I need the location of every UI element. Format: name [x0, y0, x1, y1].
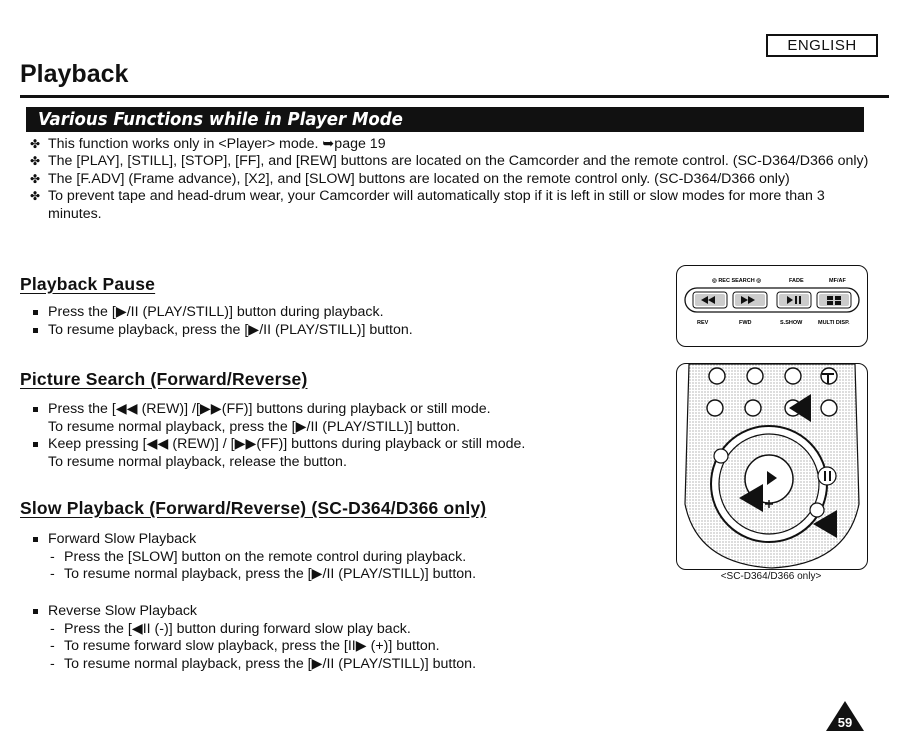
remote-label-fade: FADE	[789, 278, 804, 284]
list-item: Keep pressing [◀◀ (REW)] / [▶▶(FF)] buttons during playback or still mode.	[30, 436, 650, 454]
list-item: To resume playback, press the [▶/II (PLAY/STILL)] button.	[30, 322, 650, 340]
multi-disp-button-icon	[817, 292, 851, 308]
search-list	[30, 401, 650, 471]
list-item-continuation: To resume normal playback, press the [▶/II (PLAY/STILL)] button.	[48, 418, 461, 435]
list-item: Press the [▶/II (PLAY/STILL)] button during playback.	[30, 304, 650, 322]
intro-note: ✤ The [F.ADV] (Frame advance), [X2], and [SLOW] buttons are located on the remote control only. (SC-D364/D366 only)	[30, 170, 790, 187]
list-step: - To resume normal playback, press the [▶/II (PLAY/STILL)] button.	[30, 566, 650, 584]
section-banner	[26, 107, 864, 132]
remote-label-fwd: FWD	[739, 320, 752, 326]
star-bullet-icon: ✤	[30, 171, 41, 186]
remote-label-sshow: S.SHOW	[780, 320, 803, 326]
list-item: Forward Slow Playback	[30, 531, 650, 549]
page-number: 59	[837, 715, 853, 730]
remote-label-multi-disp: MULTI DISP.	[818, 320, 850, 326]
slow-reverse-list	[30, 603, 650, 673]
star-bullet-icon: ✤	[30, 154, 41, 169]
remote-label-rec-search: ◎ REC SEARCH ◎	[712, 278, 762, 284]
search-heading: Picture Search (Forward/Reverse)	[20, 369, 308, 389]
banner-text: Various Functions while in Player Mode	[38, 109, 403, 130]
page-number-triangle-icon	[825, 700, 865, 732]
intro-notes	[30, 136, 880, 223]
title-rule	[20, 95, 889, 98]
remote-control-svg	[677, 364, 867, 569]
remote-buttons-svg	[677, 266, 867, 346]
list-step: - To resume forward slow playback, press the [II▶ (+)] button.	[30, 638, 650, 656]
list-step: - Press the [◀II (-)] button during forward slow play back.	[30, 621, 650, 639]
slideshow-button-icon	[777, 292, 811, 308]
fwd-button-icon	[733, 292, 767, 308]
list-item: Reverse Slow Playback	[30, 603, 650, 621]
page-title: Playback	[20, 60, 129, 88]
remote-buttons-illustration	[676, 265, 868, 347]
remote-label-rev: REV	[697, 320, 709, 326]
list-step: - To resume normal playback, press the [▶/II (PLAY/STILL)] button.	[30, 656, 650, 674]
remote-control-illustration	[676, 363, 868, 570]
language-label: ENGLISH	[766, 34, 878, 57]
slow-heading: Slow Playback (Forward/Reverse) (SC-D364/D366 only)	[20, 498, 487, 518]
intro-note: ✤ The [PLAY], [STILL], [STOP], [FF], and [REW] buttons are located on the Camcorder and the remote control. (SC-D364/D366 only)	[30, 153, 869, 170]
star-bullet-icon: ✤	[30, 189, 41, 204]
intro-note: ✤ To prevent tape and head-drum wear, your Camcorder will automatically stop if it is left in still or slow modes for more than 3 minutes.	[30, 188, 825, 222]
pause-heading: Playback Pause	[20, 274, 156, 294]
pause-list	[30, 304, 650, 339]
intro-note: ✤ This function works only in <Player> mode. ➥page 19	[30, 136, 386, 152]
slow-forward-list	[30, 531, 650, 584]
list-item-continuation: To resume normal playback, release the button.	[48, 453, 347, 470]
remote-label-mfaf: MF/AF	[829, 278, 846, 284]
list-item: Press the [◀◀ (REW)] /[▶▶(FF)] buttons during playback or still mode.	[30, 401, 650, 419]
page-number-badge	[825, 700, 865, 737]
list-step: - Press the [SLOW] button on the remote control during playback.	[30, 549, 650, 567]
rew-button-icon	[693, 292, 727, 308]
figure-caption: <SC-D364/D366 only>	[720, 571, 822, 582]
star-bullet-icon: ✤	[30, 137, 41, 151]
